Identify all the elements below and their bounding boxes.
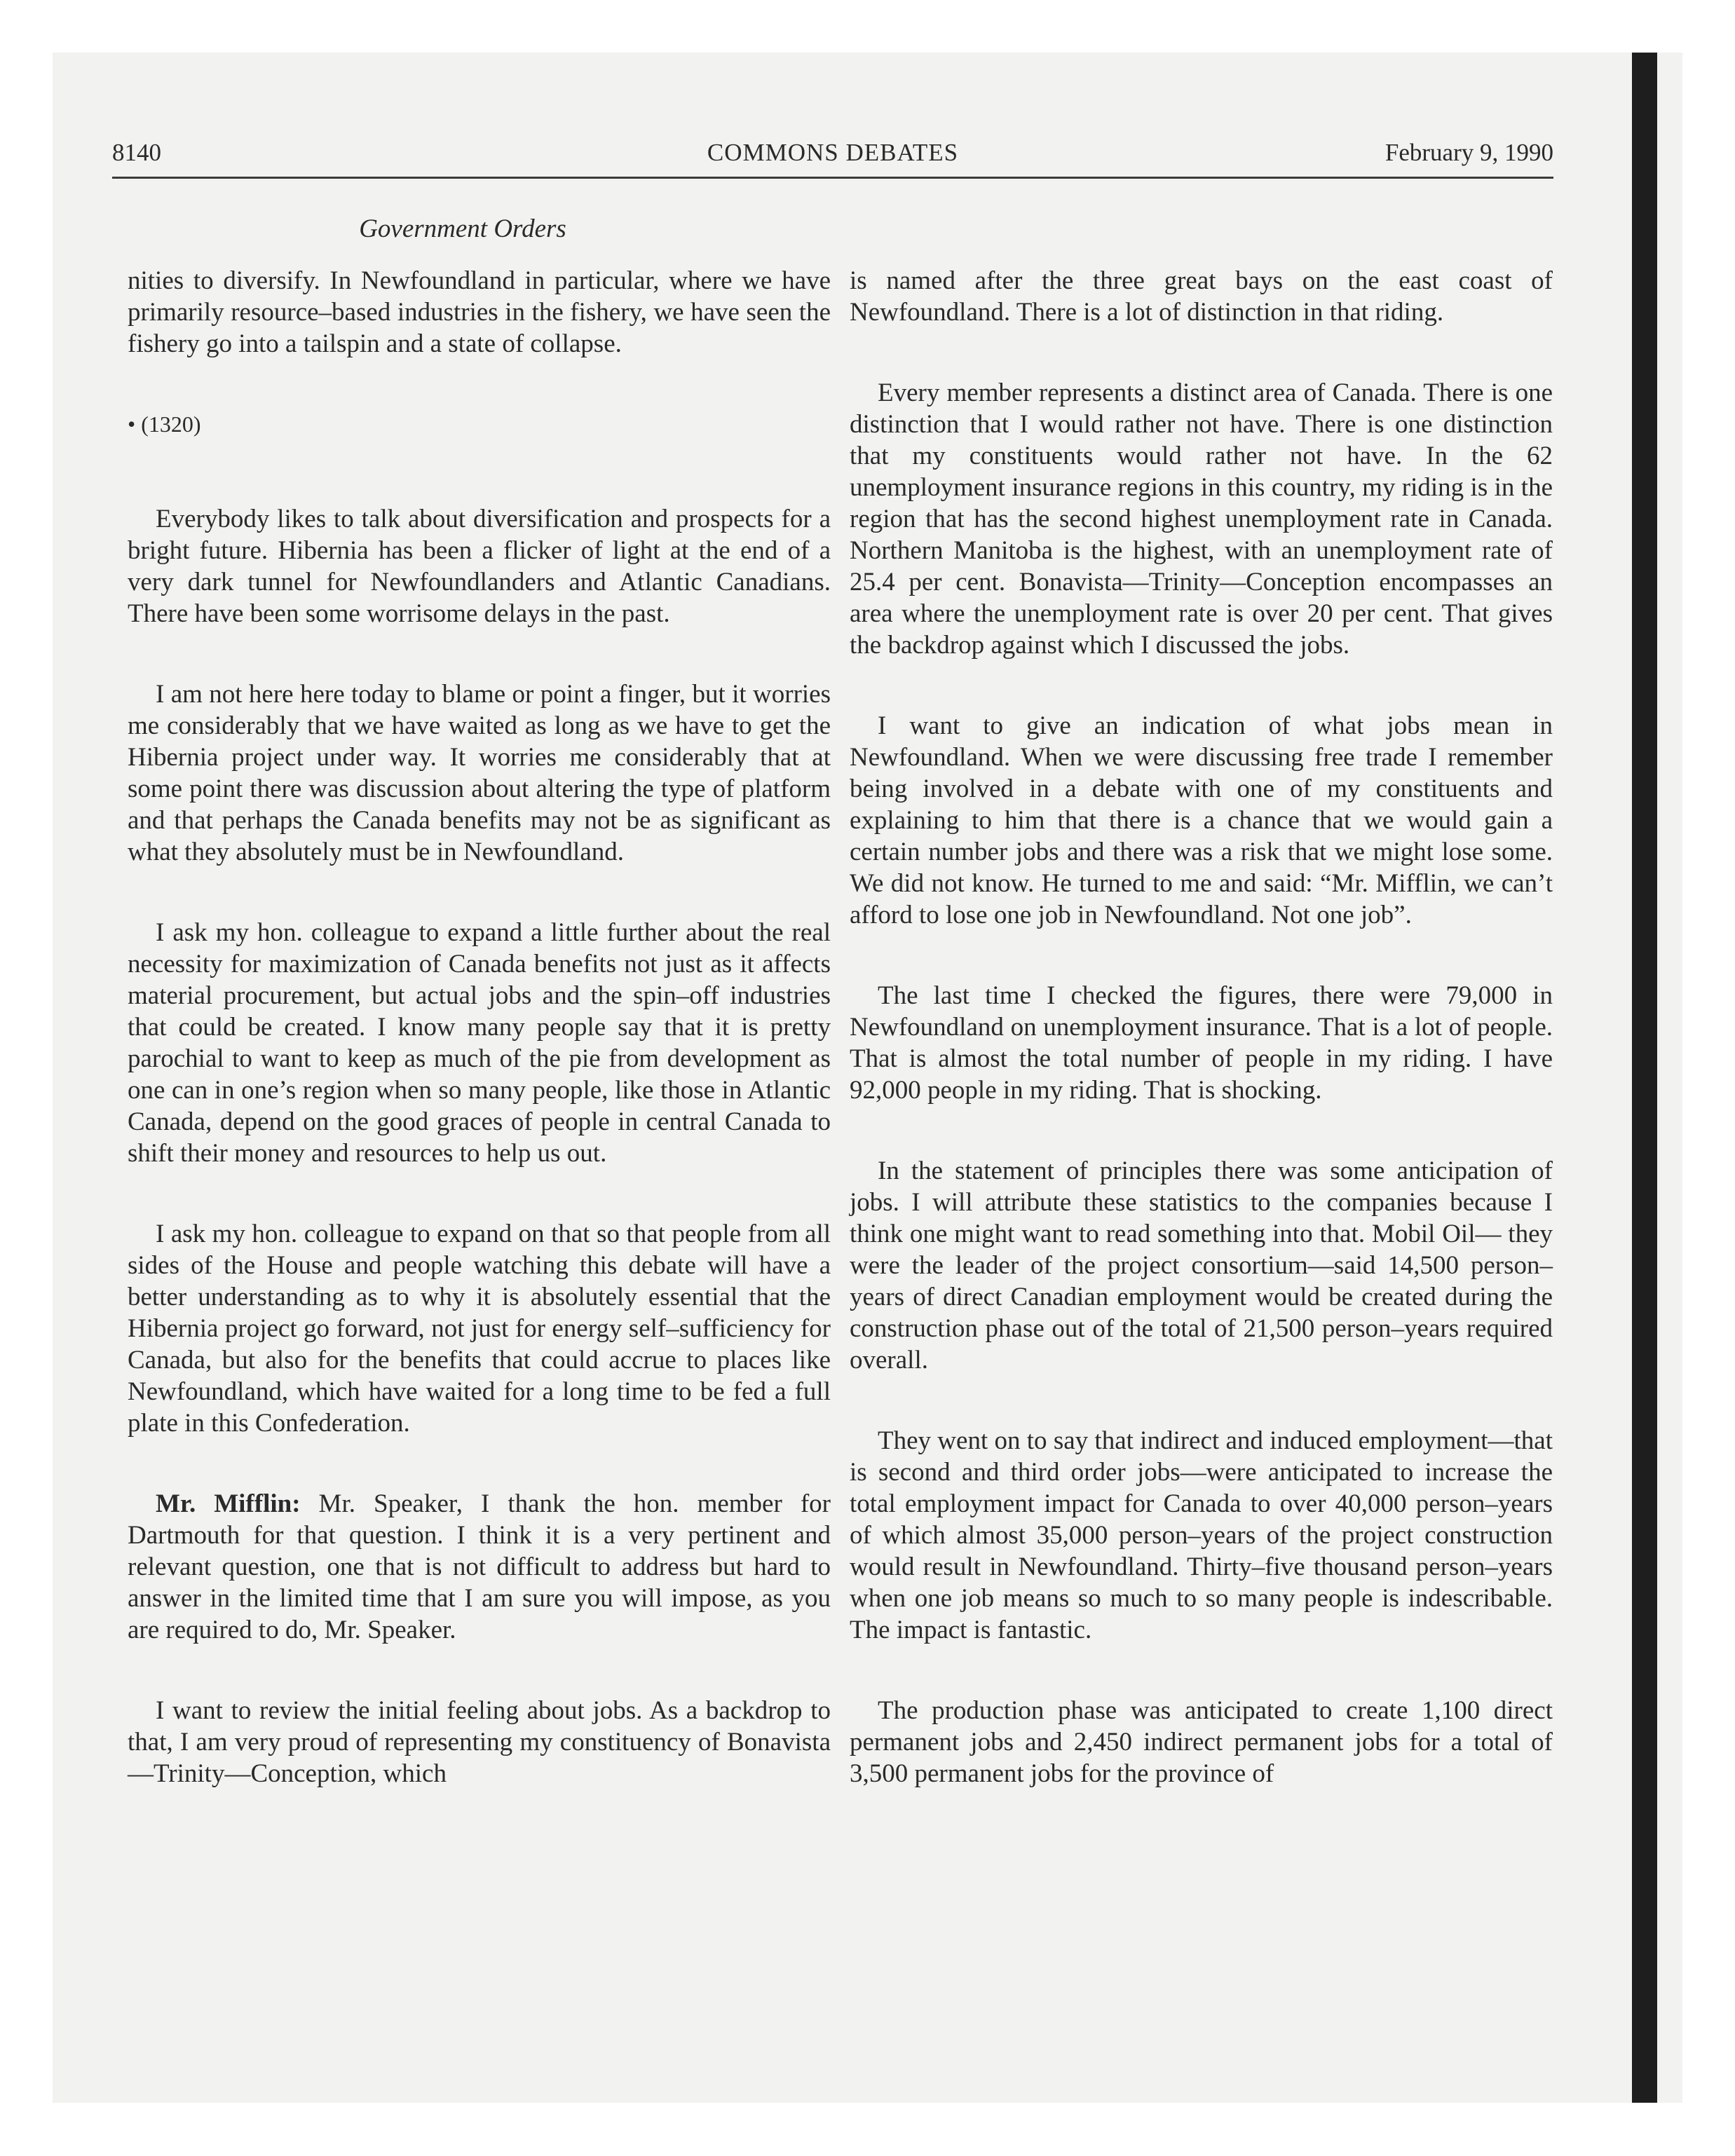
paragraph: I ask my hon. colleague to expand a little further about the real necessity for maximization of Canada benefits not just as it affects material procurement, but actual jobs and the spin–off industries that could be created. I know many people say that it is pretty parochial to want to keep as much of the pie from development as one can in one’s region when so many people, like those in Atlantic Canada, depend on the good graces of people in central Canada to shift their money and resources to help us out. bbox=[128, 918, 831, 1168]
scan-edge-shadow bbox=[1632, 53, 1657, 2103]
paragraph: In the statement of principles there was some anticipation of jobs. I will attribute these statistics to the companies because I think one might want to read something into that. Mobil Oil— they were the leader of the project consortium—said 14,500 person–years of direct Canadian employment would be created during the construction phase out of the total of 21,500 person–years required overall. bbox=[850, 1157, 1553, 1374]
paragraph: The last time I checked the figures, there were 79,000 in Newfoundland on unemployment insurance. That is a lot of people. That is almost the total number of people in my riding. I have 92,000 people in my riding. That is shocking. bbox=[850, 981, 1553, 1105]
paragraph: Every member represents a distinct area of Canada. There is one distinction that I would rather not have. There is one distinction that my constituents would rather not have. In the 62 unemployment insurance regions in this country, my riding is in the region that has the second highest unemployment rate in Canada. Northern Manitoba is the highest, with an unemployment rate of 25.4 per cent. Bonavista—Trinity—Conception encompasses an area where the unemployment rate is over 20 per cent. That gives the backdrop against which I discussed the jobs. bbox=[850, 378, 1553, 660]
running-header bbox=[112, 139, 1553, 181]
paragraph: I am not here here today to blame or point a finger, but it worries me considerably that we have waited as long as we have to get the Hibernia project under way. It worries me considerably that at some point there was discussion about altering the type of platform and that perhaps the Canada benefits may not be as significant as what they absolutely must be in Newfoundland. bbox=[128, 680, 831, 866]
publication-title: COMMONS DEBATES bbox=[707, 139, 959, 166]
sitting-date: February 9, 1990 bbox=[1384, 139, 1553, 166]
speech-text: Mr. Speaker, I thank the hon. member for Dartmouth for that question. I think it is a very pertinent and relevant question, one that is not difficult to address but hard to answer in the limited time that I am sure you will impose, as you are required to do, Mr. Speaker. bbox=[128, 1489, 831, 1644]
paragraph: I ask my hon. colleague to expand on that so that people from all sides of the House and people watching this debate will have a better understanding as to why it is absolutely essential that the Hibernia project go forward, not just for energy self–sufficiency for Canada, but also for the benefits that could accrue to places like Newfoundland, which have waited for a long time to be fed a full plate in this Confederation. bbox=[128, 1220, 831, 1438]
page-number: 8140 bbox=[112, 139, 161, 166]
paragraph: nities to diversify. In Newfoundland in particular, where we have primarily resource–based industries in the fishery, we have seen the fishery go into a tailspin and a state of collapse. bbox=[128, 266, 831, 358]
paragraph: I want to review the initial feeling about jobs. As a backdrop to that, I am very proud of representing my constituency of Bonavista—Trinity—Conception, which bbox=[128, 1696, 831, 1788]
paragraph: They went on to say that indirect and induced employment—that is second and third order jobs—were anticipated to increase the total employment impact for Canada to over 40,000 person–years of which almost 35,000 person–years of the project construction would result in Newfoundland. Thirty–five thousand person–years when one job means so much to so many people is indescribable. The impact is fantastic. bbox=[850, 1426, 1553, 1644]
paragraph: Everybody likes to talk about diversification and prospects for a bright future. Hibernia has been a flicker of light at the end of a very dark tunnel for Newfoundlanders and Atlantic Canadians. There have been some worrisome delays in the past. bbox=[128, 505, 831, 628]
section-title: Government Orders bbox=[359, 214, 566, 243]
speech-paragraph bbox=[128, 1488, 831, 1646]
paragraph: I want to give an indication of what jobs mean in Newfoundland. When we were discussing free trade I remember being involved in a debate with one of my constituents and explaining to him that there is a chance that we would gain a certain number jobs and there was a risk that we might lose some. We did not know. He turned to me and said: “Mr. Mifflin, we can’t afford to lose one job in Newfoundland. Not one job”. bbox=[850, 711, 1553, 929]
paragraph: The production phase was anticipated to create 1,100 direct permanent jobs and 2,450 indirect permanent jobs for a total of 3,500 permanent jobs for the province of bbox=[850, 1696, 1553, 1788]
paragraph: is named after the three great bays on the east coast of Newfoundland. There is a lot of distinction in that riding. bbox=[850, 266, 1553, 327]
time-marker: • (1320) bbox=[128, 411, 201, 437]
speaker-name: Mr. Mifflin: bbox=[156, 1489, 301, 1518]
header-rule bbox=[112, 177, 1553, 179]
right-column bbox=[850, 265, 1553, 1838]
left-column bbox=[128, 265, 831, 1838]
